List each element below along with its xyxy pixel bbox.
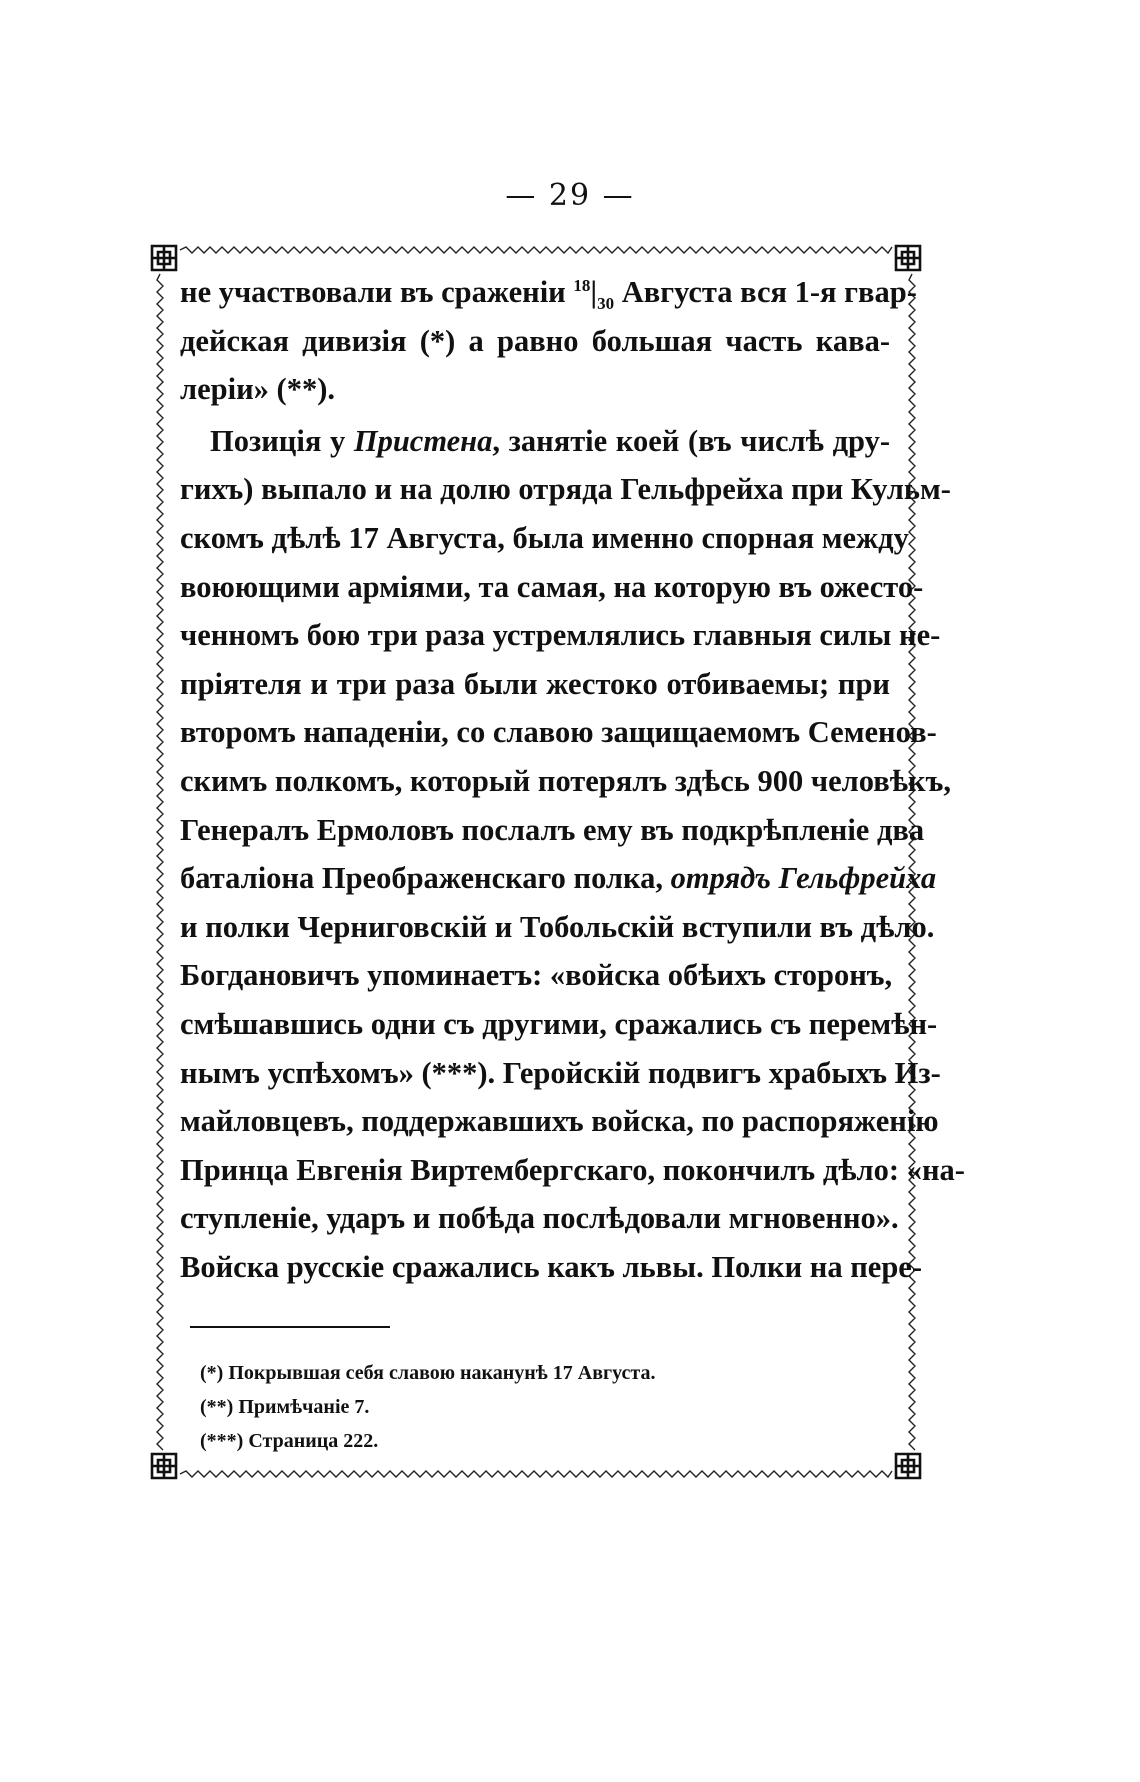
footnote-separator [190,1326,390,1328]
footnote-2: (**) Примѣчаніе 7. [200,1396,370,1418]
text-line-18: майловцевъ, поддержавшихъ войска, по распоряженію [180,1104,939,1139]
body-text [180,268,965,1291]
corner-ornament-top-left [152,246,176,270]
footnote-1: (*) Покрывшая себя славою наканунѣ 17 Августа. [200,1362,656,1384]
text-line-10: второмъ нападеніи, со славою защищаемомъ Семенов- [180,715,937,750]
text-line-3: леріи» (**). [180,372,335,407]
text-line-15: Богдановичъ упоминаетъ: «войска обѣихъ сторонъ, [180,958,893,993]
border-wave-line [180,1471,892,1477]
text-line-1: не участвовали въ сраженіи $^{18}|_{30}$ Августа вся 1-я гвар- [180,275,917,314]
text-line-2: дейская дивизія (*) а равно большая часть кава- [180,323,890,358]
text-line-9: пріятеля и три раза были жестоко отбиваемы; при [180,666,890,701]
text-line-17: нымъ успѣхомъ» (***). Геройскій подвигъ храбыхъ Из- [180,1055,941,1090]
text-line-4: Позиція у Пристена, занятіе коей (въ числѣ дру- [210,423,890,458]
text-line-6: скомъ дѣлѣ 17 Августа, была именно спорная между [180,520,909,555]
text-line-16: смѣшавшись одни съ другими, сражались съ перемѣн- [180,1006,938,1041]
text-line-20: ступленіе, ударъ и побѣда послѣдовали мгновенно». [180,1201,899,1236]
text-line-21: Войска русскіе сражались какъ львы. Полки на пере- [180,1249,922,1284]
page-number: — 29 — [505,178,635,213]
text-line-13: баталіона Преображенскаго полка, отрядъ Гельфрейха [180,861,937,896]
text-line-14: и полки Черниговскій и Тобольскій вступили въ дѣло. [180,909,935,944]
footnote-3: (***) Страница 222. [200,1430,379,1452]
text-line-11: скимъ полкомъ, который потерялъ здѣсь 900 человѣкъ, [180,763,951,798]
text-line-5: гихъ) выпало и на долю отряда Гельфрейха при Кульм- [180,472,951,507]
corner-ornament-top-right [896,246,920,270]
border-wave-line [180,247,892,253]
border-wave-line [157,274,163,1450]
text-line-19: Принца Евгенія Виртембергскаго, покончилъ дѣло: «на- [180,1152,965,1187]
text-line-8: ченномъ бою три раза устремлялись главныя силы не- [180,618,941,653]
corner-ornament-bottom-left [152,1454,176,1478]
corner-ornament-bottom-right [896,1454,920,1478]
footnotes [200,1356,820,1458]
text-line-12: Генералъ Ермоловъ послалъ ему въ подкрѣпленіе два [180,812,925,847]
text-line-7: воюющими арміями, та самая, на которую въ ожесто- [180,569,924,604]
